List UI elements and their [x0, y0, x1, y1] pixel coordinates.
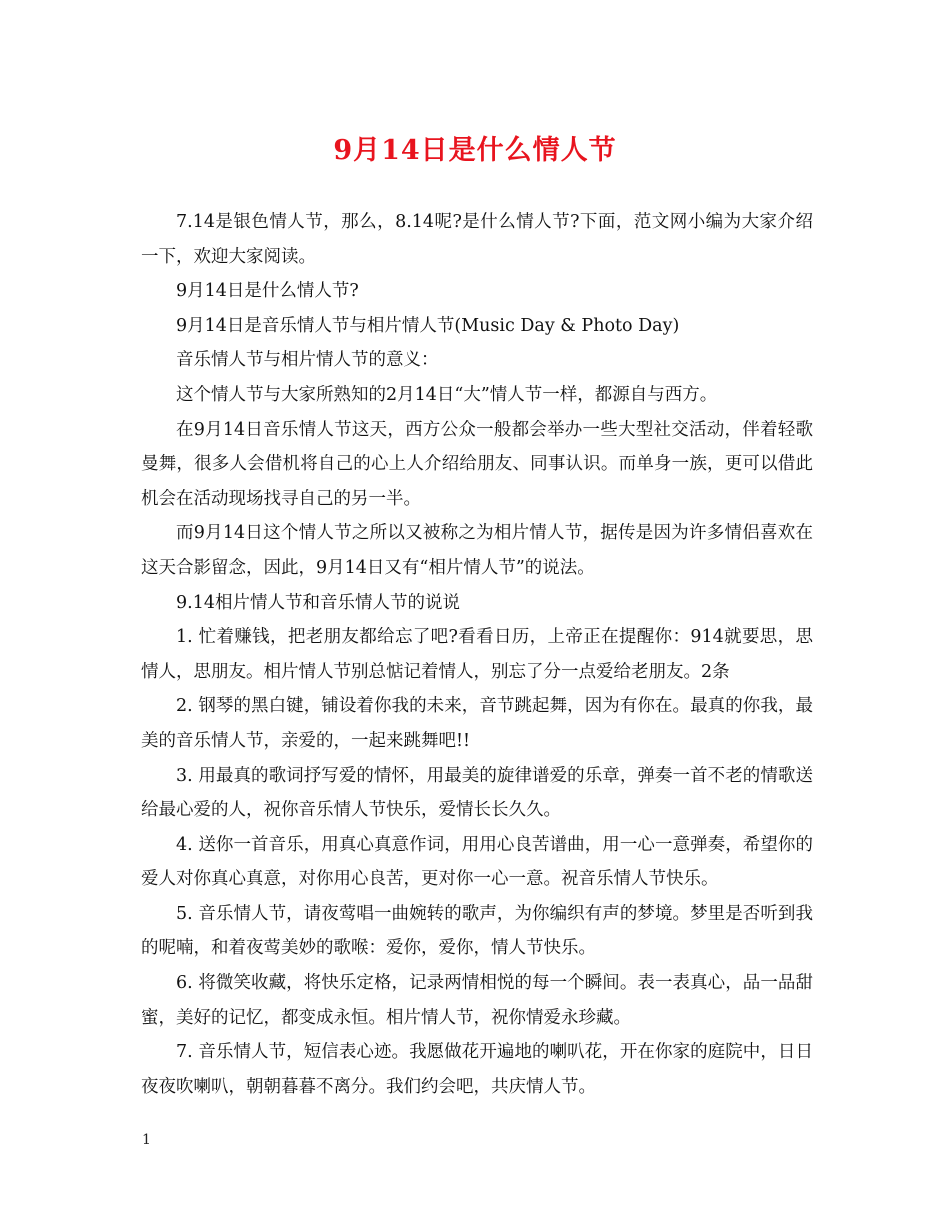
paragraph: 9月14日是音乐情人节与相片情人节(Music Day & Photo Day) — [176, 315, 680, 336]
list-item: 3. 用最真的歌词抒写爱的情怀，用最美的旋律谱爱的乐章，弹奏一首不老的情歌送给最心爱的人，祝你音乐情人节快乐，爱情长长久久。 — [141, 765, 813, 821]
list-item: 6. 将微笑收藏，将快乐定格，记录两情相悦的每一个瞬间。表一表真心，品一品甜蜜，美好的记忆，都变成永恒。相片情人节，祝你情爱永珍藏。 — [141, 973, 813, 1028]
paragraph: 这个情人节与大家所熟知的2月14日“大”情人节一样，都源自与西方。 — [176, 384, 718, 405]
paragraph: 在9月14日音乐情人节这天，西方公众一般都会举办一些大型社交活动，伴着轻歌曼舞，很多人会借机将自己的心上人介绍给朋友、同事认识。而单身一族，更可以借此机会在活动现场找寻自己的另一半。 — [141, 419, 813, 509]
document-title: 9月14日是什么情人节 — [333, 135, 617, 166]
list-item: 1. 忙着赚钱，把老朋友都给忘了吧?看看日历，上帝正在提醒你：914就要思，思情人，思朋友。相片情人节别总惦记着情人，别忘了分一点爱给老朋友。2条 — [141, 627, 813, 682]
page-number: 1 — [142, 1132, 151, 1148]
paragraph: 音乐情人节与相片情人节的意义： — [176, 350, 439, 371]
paragraph: 而9月14日这个情人节之所以又被称之为相片情人节，据传是因为许多情侣喜欢在这天合影留念，因此，9月14日又有“相片情人节”的说法。 — [141, 523, 813, 578]
paragraph: 9月14日是什么情人节? — [176, 281, 359, 302]
document-body — [141, 205, 813, 1104]
list-item: 2. 钢琴的黑白键，铺设着你我的未来，音节跳起舞，因为有你在。最真的你我，最美的音乐情人节，亲爱的，一起来跳舞吧!! — [141, 696, 813, 751]
paragraph: 9.14相片情人节和音乐情人节的说说 — [176, 592, 460, 613]
list-item: 7. 音乐情人节，短信表心迹。我愿做花开遍地的喇叭花，开在你家的庭院中，日日夜夜吹喇叭，朝朝暮暮不离分。我们约会吧，共庆情人节。 — [141, 1042, 813, 1097]
list-item: 4. 送你一首音乐，用真心真意作词，用用心良苦谱曲，用一心一意弹奏，希望你的爱人对你真心真意，对你用心良苦，更对你一心一意。祝音乐情人节快乐。 — [141, 834, 813, 890]
paragraph: 7.14是银色情人节，那么，8.14呢?是什么情人节?下面，范文网小编为大家介绍一下，欢迎大家阅读。 — [141, 212, 813, 267]
list-item: 5. 音乐情人节，请夜莺唱一曲婉转的歌声，为你编织有声的梦境。梦里是否听到我的呢喃，和着夜莺美妙的歌喉：爱你，爱你，情人节快乐。 — [141, 903, 813, 959]
